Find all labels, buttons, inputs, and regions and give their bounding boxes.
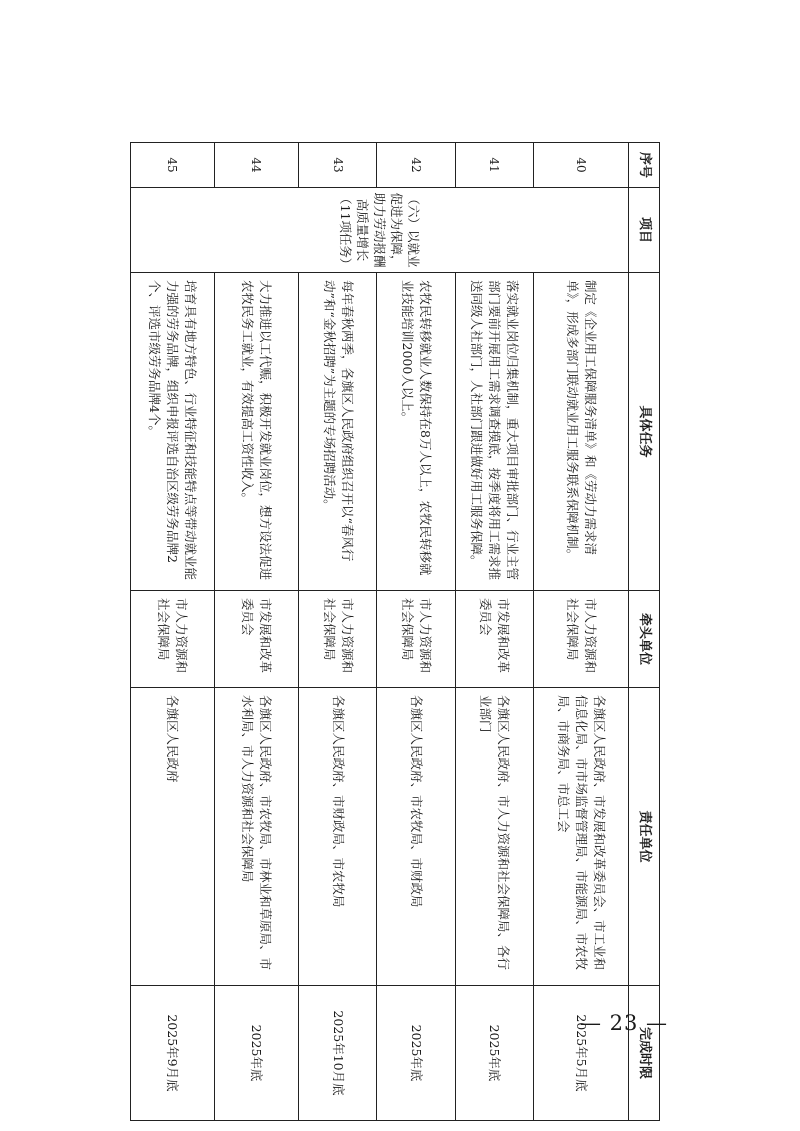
row-task: 落实就业岗位归集机制，重大项目审批部门、行业主管部门要前开展用工需求调查摸底，按季度将用工需求推送同级人社部门，人社部门跟进做好用工服务保障。 — [455, 273, 533, 591]
table-row — [131, 143, 215, 1121]
header-project: 项目 — [629, 188, 660, 273]
row-deadline: 2025年底 — [377, 986, 455, 1121]
row-task: 大力推进以工代赈，积极开发就业岗位，想方设法促进农牧民务工就业，有效提高工资性收入。 — [214, 273, 298, 591]
row-task: 制定《企业用工保障服务清单》和《劳动力需求清单》，形成多部门联动就业用工服务联系保障机制。 — [533, 273, 628, 591]
row-resp: 各旗区人民政府、市人力资源和社会保障局、各行业部门 — [455, 688, 533, 986]
row-resp: 各旗区人民政府、市发展和改革委员会、市工业和信息化局、市市场监督管理局、市能源局、市农牧局、市商务局、市总工会 — [533, 688, 628, 986]
header-task: 具体任务 — [629, 273, 660, 591]
task-table — [130, 142, 660, 1121]
row-lead: 市人力资源和社会保障局 — [377, 591, 455, 688]
row-no: 42 — [377, 143, 455, 188]
rotated-table-wrapper — [130, 142, 660, 1120]
row-lead: 市人力资源和社会保障局 — [131, 591, 215, 688]
row-task: 每年春秋两季，各旗区人民政府组织召开以“春风行动”和“金秋招聘”为主题的专场招聘活动。 — [298, 273, 376, 591]
header-deadline: 完成时限 — [629, 986, 660, 1121]
header-resp: 责任单位 — [629, 688, 660, 986]
header-no: 序号 — [629, 143, 660, 188]
row-resp: 各旗区人民政府、市财政局、市农牧局 — [298, 688, 376, 986]
row-no: 43 — [298, 143, 376, 188]
table-row — [533, 143, 628, 1121]
project-group-cell: （六）以就业促进为保障，助力劳动报酬高质量增长（11项任务） — [131, 188, 629, 273]
row-deadline: 2025年10月底 — [298, 986, 376, 1121]
table-row — [377, 143, 455, 1121]
row-task: 农牧民转移就业人数保持在8万人以上，农牧民转移就业技能培训2000人以上。 — [377, 273, 455, 591]
table-row — [298, 143, 376, 1121]
page-number: — 23 — — [579, 1011, 669, 1035]
row-lead: 市人力资源和社会保障局 — [533, 591, 628, 688]
row-no: 40 — [533, 143, 628, 188]
row-lead: 市发展和改革委员会 — [214, 591, 298, 688]
row-task: 培育具有地方特色、行业特征和技能特点等带动就业能力强的劳务品牌，组织申报评选自治区级劳务品牌2个、评选市级劳务品牌4个。 — [131, 273, 215, 591]
row-deadline: 2025年5月底 — [533, 986, 628, 1121]
row-no: 45 — [131, 143, 215, 188]
header-lead: 牵头单位 — [629, 591, 660, 688]
row-lead: 市发展和改革委员会 — [455, 591, 533, 688]
row-resp: 各旗区人民政府、市农牧局、市林业和草原局、市水利局、市人力资源和社会保障局 — [214, 688, 298, 986]
table-header-row — [629, 143, 660, 1121]
row-deadline: 2025年底 — [214, 986, 298, 1121]
row-deadline: 2025年9月底 — [131, 986, 215, 1121]
row-no: 41 — [455, 143, 533, 188]
row-lead: 市人力资源和社会保障局 — [298, 591, 376, 688]
row-deadline: 2025年底 — [455, 986, 533, 1121]
table-row — [214, 143, 298, 1121]
row-no: 44 — [214, 143, 298, 188]
row-resp: 各旗区人民政府、市农牧局、市财政局 — [377, 688, 455, 986]
row-resp: 各旗区人民政府 — [131, 688, 215, 986]
table-row — [455, 143, 533, 1121]
